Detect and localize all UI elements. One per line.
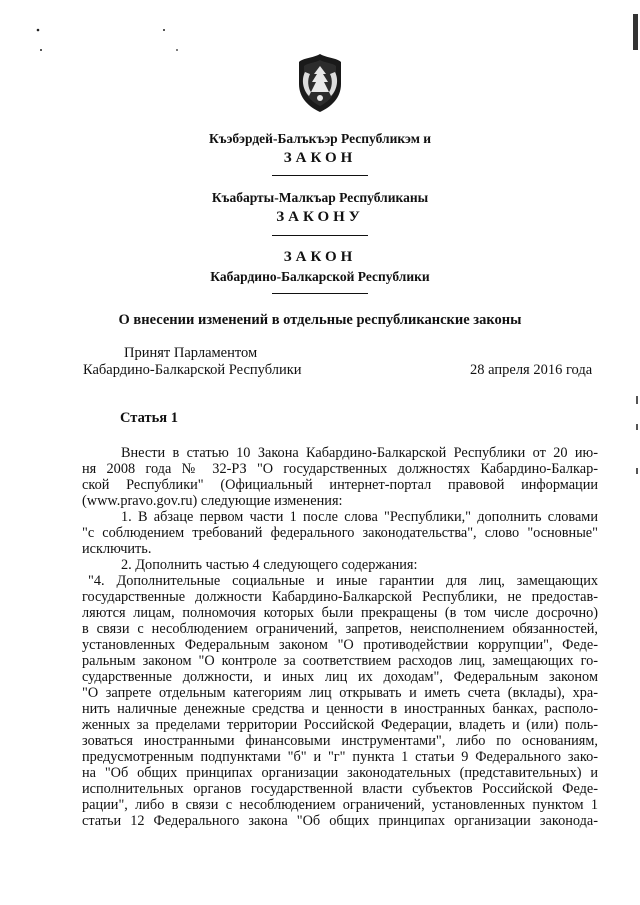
body-line: на "Об общих принципах организации законодательных (представительных) и [82, 765, 598, 781]
header-divider [272, 235, 368, 236]
body-line: ской Республики" (Официальный интернет-портал правовой информации [82, 477, 598, 493]
adoption-date: 28 апреля 2016 года [470, 362, 593, 378]
body-line: ня 2008 года № 32-РЗ "О государственных должностях Кабардино-Балкар- [82, 461, 598, 477]
body-line: "4. Дополнительные социальные и иные гарантии для лиц, замещающих [88, 573, 598, 589]
body-line: "О запрете отдельным категориям лиц открывать и иметь счета (вклады), хра- [82, 685, 598, 701]
body-line: сударственные должности, и иных лиц их доходам", Федеральным законом [82, 669, 598, 685]
body-line: зоваться иностранными финансовыми инструментами", либо по основаниям, [82, 733, 598, 749]
law-title: О внесении изменений в отдельные республиканские законы [118, 312, 522, 328]
adopted-by-line: Принят Парламентом [124, 345, 258, 361]
header-kabardian-line: Къэбэрдей-Балъкъэр Республикэм и [208, 131, 432, 146]
body-line: 1. В абзаце первом части 1 после слова "Республики," дополнить словами [121, 509, 598, 525]
body-line: рации", либо в связи с несоблюдением ограничений, установленных пунктом 1 [82, 797, 598, 813]
article-heading: Статья 1 [120, 410, 178, 426]
coat-of-arms-emblem [297, 52, 343, 114]
body-line: (www.pravo.gov.ru) следующие изменения: [82, 493, 343, 509]
header-russian-line: Кабардино-Балкарской Республики [210, 269, 430, 284]
header-kabardian-title: ЗАКОН [283, 150, 357, 166]
body-line: ральным законом "О контроле за соответствием расходов лиц, замещающих го- [82, 653, 598, 669]
body-line: "с соблюдением требований федерального законодательства", слово "основные" [82, 525, 598, 541]
header-balkar-line: Къабарты-Малкъар Республиканы [211, 190, 429, 205]
body-line: исполнительных органов государственной власти субъектов Российской Феде- [82, 781, 598, 797]
adopted-by-parliament: Кабардино-Балкарской Республики [83, 362, 302, 378]
body-line: 2. Дополнить частью 4 следующего содержания: [121, 557, 418, 573]
body-line: государственные должности Кабардино-Балкарской Республики, не предостав- [82, 589, 598, 605]
body-line: ляются лицам, полномочия которых были прекращены (в том числе досрочно) [82, 605, 598, 621]
header-balkar-title: ЗАКОНУ [276, 209, 364, 225]
body-line: нить наличные денежные средства и ценности в иностранных банках, располо- [82, 701, 598, 717]
body-line: установленных Федеральным законом "О противодействии коррупции", Феде- [82, 637, 598, 653]
body-line: статьи 12 Федерального закона "Об общих принципах организации законода- [82, 813, 598, 829]
body-line: предусмотренным подпунктами "б" и "г" пункта 1 статьи 9 Федерального зако- [82, 749, 598, 765]
header-russian-title: ЗАКОН [283, 249, 357, 265]
body-line: Внести в статью 10 Закона Кабардино-Балкарской Республики от 20 ию- [121, 445, 598, 461]
body-line: женных за пределами территории Российской Федерации, владеть и (или) поль- [82, 717, 598, 733]
body-line: исключить. [82, 541, 152, 557]
body-line: в связи с несоблюдением ограничений, запретов, неисполнением обязанностей, [82, 621, 598, 637]
header-divider [272, 293, 368, 294]
header-divider [272, 175, 368, 176]
